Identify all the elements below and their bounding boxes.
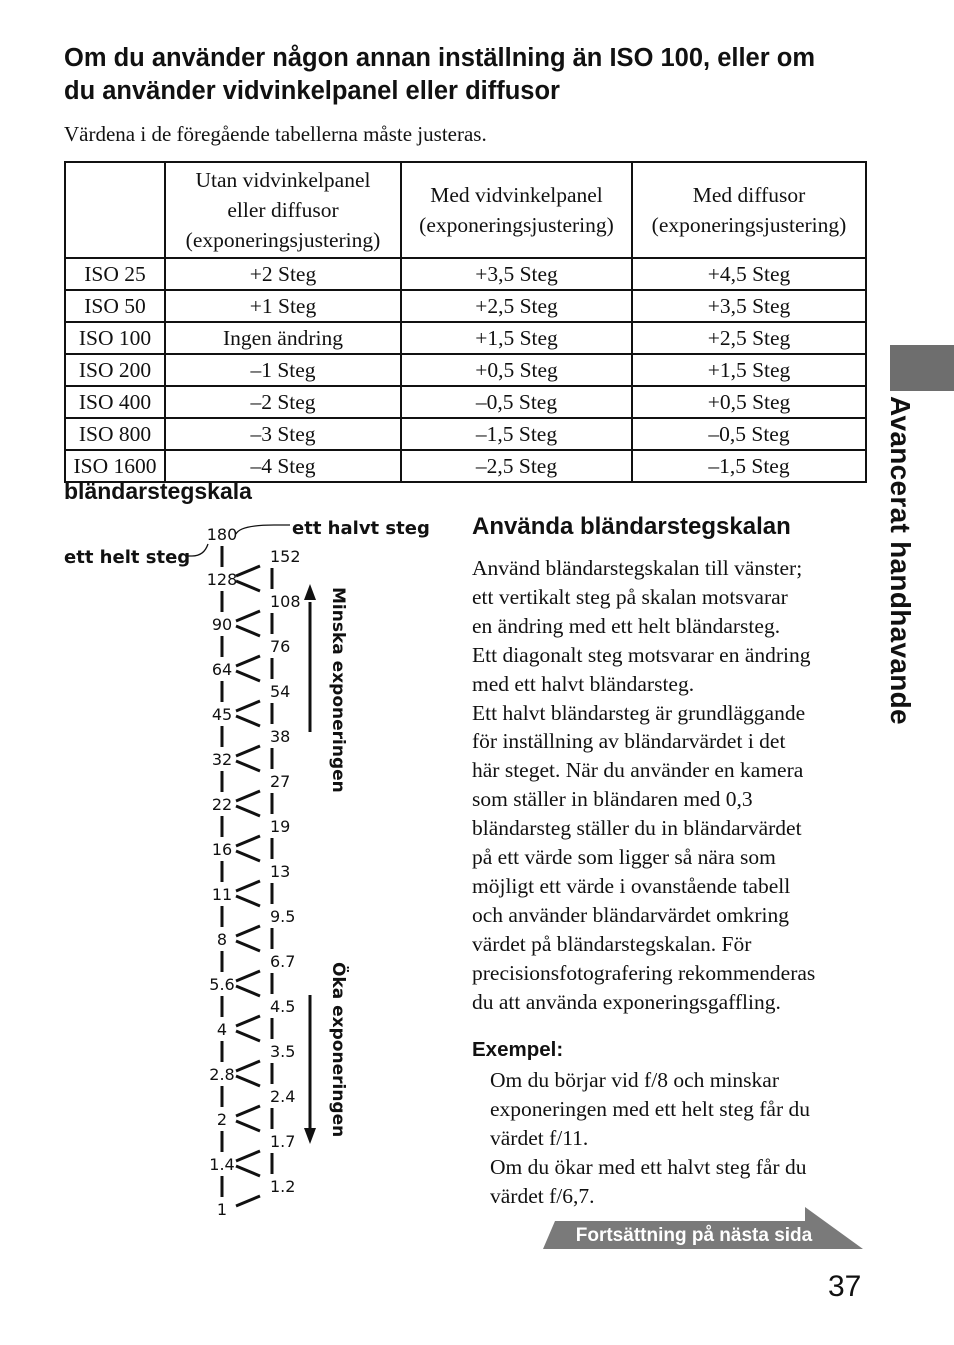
adjustment-cell: +1,5 Steg [632, 354, 866, 386]
adjustment-cell: +1,5 Steg [401, 322, 632, 354]
half-step-tick [236, 701, 260, 711]
iso-adjustment-table [64, 161, 867, 483]
adjustment-cell: +1 Steg [165, 290, 401, 322]
table-row [65, 322, 866, 354]
f-number-label: 32 [211, 750, 233, 769]
page-heading [64, 42, 884, 108]
half-step-tick [236, 1076, 260, 1086]
heading-line-2: du använder vidvinkelpanel eller diffusor [64, 77, 560, 105]
table-row [65, 258, 866, 290]
f-number-label: 90 [211, 615, 233, 634]
half-step-tick [236, 896, 260, 906]
half-step-tick [236, 671, 260, 681]
half-step-tick [236, 1106, 260, 1116]
side-section-title [884, 396, 924, 756]
body-line: Ett halvt bländarsteg är grundläggande [472, 700, 806, 725]
adjustment-cell: +2,5 Steg [401, 290, 632, 322]
body-line: som ställer in bländaren med 0,3 [472, 787, 753, 812]
f-number-label: 45 [211, 705, 233, 724]
column-header [165, 162, 401, 258]
adjustment-cell: –4 Steg [165, 450, 401, 482]
example-label: Exempel: [472, 1038, 564, 1061]
adjustment-cell: +2 Steg [165, 258, 401, 290]
table-body [65, 258, 866, 482]
adjustment-cell: –0,5 Steg [401, 386, 632, 418]
adjustment-cell: –3 Steg [165, 418, 401, 450]
column-header-line: Med vidvinkelpanel [430, 183, 603, 207]
iso-cell: ISO 25 [65, 258, 165, 290]
body-line: Använd bländarstegskalan till vänster; [472, 556, 803, 580]
half-step-tick [236, 1061, 260, 1071]
f-number-label: 8 [216, 930, 228, 949]
iso-cell: ISO 1600 [65, 450, 165, 482]
iso-cell: ISO 50 [65, 290, 165, 322]
adjustment-cell: –2 Steg [165, 386, 401, 418]
adjustment-cell: –2,5 Steg [401, 450, 632, 482]
body-line: här steget. När du använder en kamera [472, 758, 804, 783]
side-section-label: Avancerat handhavande [885, 396, 916, 725]
side-tab-marker [890, 345, 954, 391]
iso-cell: ISO 400 [65, 386, 165, 418]
half-step-tick [236, 626, 260, 636]
continue-label: Fortsättning på nästa sida [575, 1225, 813, 1246]
example-line: värdet f/6,7. [490, 1183, 595, 1208]
adjustment-cell: +4,5 Steg [632, 258, 866, 290]
half-step-tick [236, 971, 260, 981]
half-step-tick [236, 851, 260, 861]
section-body [472, 554, 872, 1017]
table-header [65, 162, 866, 258]
f-number-label: 19 [270, 817, 291, 836]
f-number-label: 2.8 [209, 1065, 235, 1084]
f-number-label: 4.5 [270, 997, 296, 1016]
half-step-tick [236, 716, 260, 726]
half-step-tick [236, 1196, 260, 1206]
table-row [65, 290, 866, 322]
adjustment-cell: –1,5 Steg [401, 418, 632, 450]
f-number-label: 2 [216, 1110, 228, 1129]
iso-cell: ISO 800 [65, 418, 165, 450]
f-number-label: 2.4 [270, 1087, 296, 1106]
example-line: Om du ökar med ett halvt steg får du [490, 1154, 807, 1179]
half-step-tick [236, 1166, 260, 1176]
column-header [632, 162, 866, 258]
half-step-tick [236, 1031, 260, 1041]
intro-text: Värdena i de föregående tabellerna måste justeras. [64, 122, 487, 146]
column-header [401, 162, 632, 258]
half-step-pointer [236, 525, 290, 534]
f-number-label: 4 [216, 1020, 228, 1039]
adjustment-cell: Ingen ändring [165, 322, 401, 354]
body-line: precisionsfotografering rekommenderas [472, 960, 816, 985]
f-number-label: 13 [270, 862, 291, 881]
f-number-label: 54 [270, 682, 291, 701]
half-step-tick [236, 836, 260, 846]
f-number-label: 16 [211, 840, 233, 859]
adjustment-cell: +2,5 Steg [632, 322, 866, 354]
half-step-tick [236, 986, 260, 996]
column-header-line: Utan vidvinkelpanel [195, 168, 371, 192]
body-line: ett vertikalt steg på skalan motsvarar [472, 584, 788, 609]
half-step-tick [236, 1016, 260, 1026]
half-step-tick [236, 1121, 260, 1131]
body-line: värdet på bländarstegskalan. För [472, 931, 752, 956]
f-number-label: 3.5 [270, 1042, 296, 1061]
f-number-label: 1.7 [270, 1132, 296, 1151]
body-line: bländarsteg ställer du in bländarvärdet [472, 816, 802, 841]
half-step-label: ett halvt steg [292, 518, 430, 539]
f-number-label: 1.2 [270, 1177, 296, 1196]
f-number-label: 27 [270, 772, 291, 791]
increase-arrow-head [304, 1128, 316, 1144]
adjustment-cell: –0,5 Steg [632, 418, 866, 450]
decrease-arrow-head [304, 584, 316, 600]
f-number-label: 108 [270, 592, 301, 611]
body-line: på ett värde som ligger så nära som [472, 845, 776, 870]
body-line: du att använda exponeringsgaffling. [472, 989, 781, 1014]
adjustment-cell: –1,5 Steg [632, 450, 866, 482]
half-step-tick [236, 761, 260, 771]
example-line: Om du börjar vid f/8 och minskar [490, 1068, 780, 1092]
f-number-label: 11 [211, 885, 233, 904]
decrease-exposure-label: Minska exponeringen [328, 587, 348, 793]
section-title: Använda bländarstegskalan [472, 513, 791, 540]
iso-cell: ISO 200 [65, 354, 165, 386]
adjustment-cell: +3,5 Steg [401, 258, 632, 290]
half-step-tick [236, 566, 260, 576]
f-number-label: 180 [206, 525, 238, 544]
body-line: en ändring med ett helt bländarsteg. [472, 613, 781, 638]
half-step-tick [236, 656, 260, 666]
half-step-tick [236, 581, 260, 591]
f-number-label: 1.4 [209, 1155, 235, 1174]
f-number-label: 1 [216, 1200, 228, 1219]
body-line: med ett halvt bländarsteg. [472, 671, 695, 696]
adjustment-cell: +0,5 Steg [632, 386, 866, 418]
f-number-label: 76 [270, 637, 291, 656]
body-line: för inställning av bländarvärdet i det [472, 729, 786, 754]
column-header-line: Med diffusor [692, 183, 806, 207]
example-line: värdet f/11. [490, 1125, 589, 1150]
full-step-label: ett helt steg [64, 547, 191, 568]
full-step-pointer [188, 544, 208, 556]
column-header-line: (exponeringsjustering) [419, 213, 614, 237]
example-body [490, 1066, 810, 1211]
half-step-tick [236, 806, 260, 816]
half-step-tick [236, 926, 260, 936]
aperture-scale [60, 510, 430, 1230]
f-number-label: 22 [211, 795, 233, 814]
half-step-tick [236, 941, 260, 951]
f-number-label: 128 [206, 570, 238, 589]
body-line: Ett diagonalt steg motsvarar en ändring [472, 642, 811, 667]
adjustment-cell: –1 Steg [165, 354, 401, 386]
half-step-tick [236, 746, 260, 756]
heading-line-1: Om du använder någon annan inställning än ISO 100, eller om [64, 44, 815, 72]
body-line: möjligt ett värde i ovanstående tabell [472, 873, 791, 898]
iso-cell: ISO 100 [65, 322, 165, 354]
body-line: och använder bländarvärdet omkring [472, 902, 789, 927]
half-step-tick [236, 881, 260, 891]
example-line: exponeringen med ett helt steg får du [490, 1096, 811, 1121]
table-row [65, 386, 866, 418]
table-row [65, 418, 866, 450]
f-number-label: 64 [211, 660, 233, 679]
half-step-tick [236, 1151, 260, 1161]
column-header-line: eller diffusor [227, 198, 339, 222]
continue-banner [543, 1207, 865, 1253]
adjustment-cell: +3,5 Steg [632, 290, 866, 322]
column-header-line: (exponeringsjustering) [185, 228, 381, 252]
adjustment-cell: +0,5 Steg [401, 354, 632, 386]
f-number-label: 5.6 [209, 975, 235, 994]
half-step-tick [236, 791, 260, 801]
table-corner-cell [65, 162, 165, 258]
f-number-label: 9.5 [270, 907, 296, 926]
page-number: 37 [828, 1270, 862, 1303]
increase-exposure-label: Öka exponeringen [328, 962, 348, 1138]
table-row [65, 354, 866, 386]
f-number-label: 6.7 [270, 952, 296, 971]
scale-title: bländarstegskala [64, 478, 252, 504]
half-step-tick [236, 611, 260, 621]
f-number-label: 152 [270, 547, 301, 566]
f-number-label: 38 [270, 727, 291, 746]
column-header-line: (exponeringsjustering) [651, 213, 847, 237]
